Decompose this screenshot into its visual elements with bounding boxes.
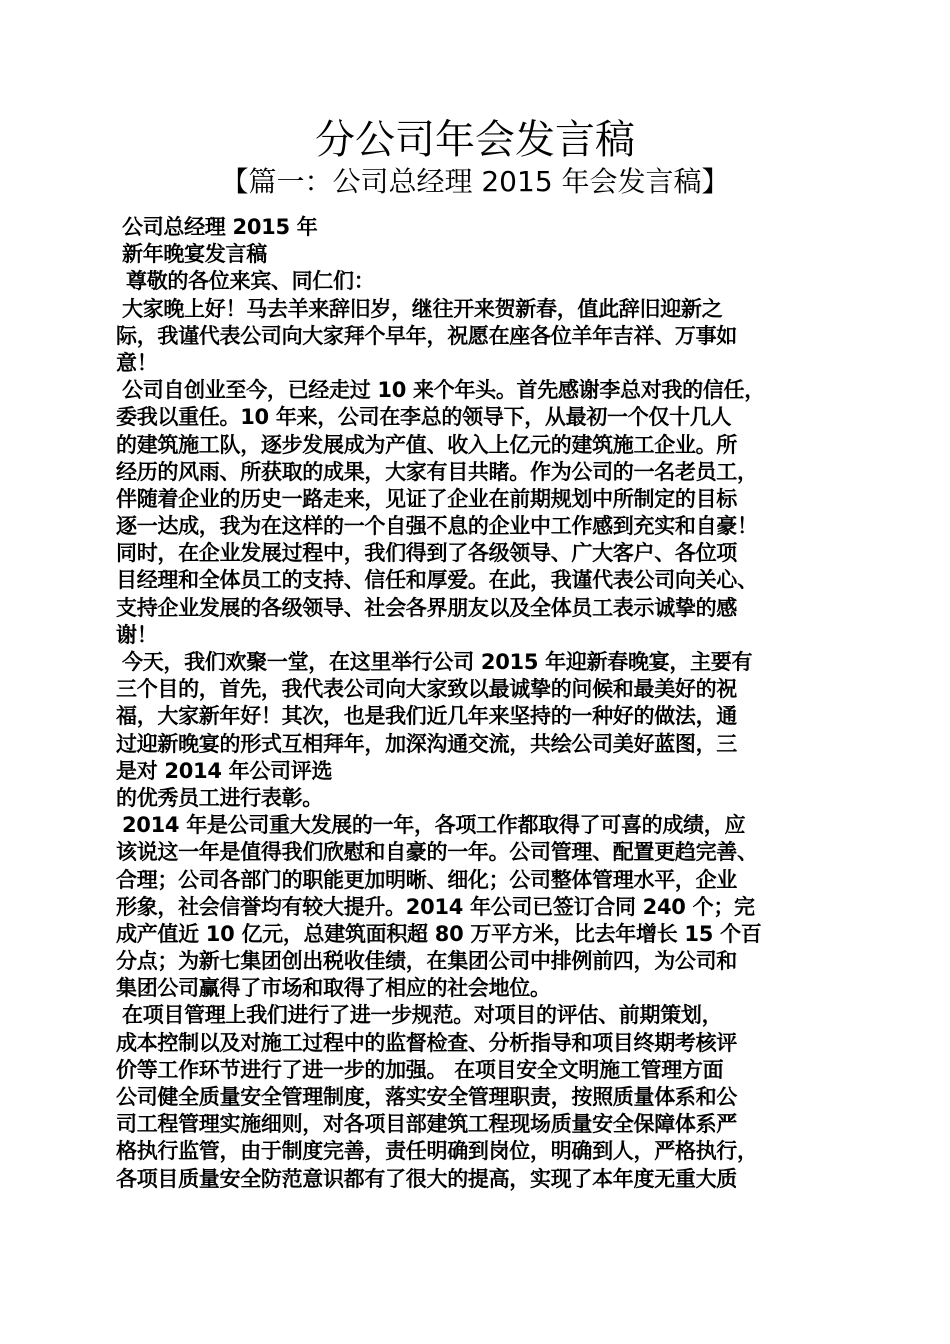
text-line: 在项目管理上我们进行了进一步规范。对项目的评估、前期策划， bbox=[122, 1003, 723, 1028]
text-line: 新年晚宴发言稿 bbox=[122, 242, 267, 267]
text-line: 价等工作环节进行了进一步的加强。 在项目安全文明施工管理方面 bbox=[116, 1057, 724, 1082]
text-line: 目经理和全体员工的支持、信任和厚爱。在此，我谨代表公司向关心、 bbox=[116, 568, 758, 593]
text-line: 的优秀员工进行表彰。 bbox=[116, 785, 323, 810]
text-line: 尊敬的各位来宾、同仁们： bbox=[126, 269, 375, 294]
document-subtitle: 【篇一：公司总经理 2015 年会发言稿】 bbox=[220, 165, 730, 198]
text-line: 2014 年是公司重大发展的一年，各项工作都取得了可喜的成绩，应 bbox=[122, 813, 746, 838]
text-line: 伴随着企业的历史一路走来，见证了企业在前期规划中所制定的目标 bbox=[116, 486, 737, 511]
text-line: 今天，我们欢聚一堂，在这里举行公司 2015 年迎新春晚宴，主要有 bbox=[122, 650, 753, 674]
text-line: 集团公司赢得了市场和取得了相应的社会地位。 bbox=[116, 976, 551, 1001]
text-line: 该说这一年是值得我们欣慰和自豪的一年。公司管理、配置更趋完善、 bbox=[116, 840, 758, 865]
text-line: 公司总经理 2015 年 bbox=[122, 215, 318, 239]
text-line: 的建筑施工队，逐步发展成为产值、收入上亿元的建筑施工企业。所 bbox=[116, 432, 737, 457]
text-line: 际，我谨代表公司向大家拜个早年，祝愿在座各位羊年吉祥、万事如 bbox=[116, 323, 737, 348]
text-line: 同时，在企业发展过程中，我们得到了各级领导、广大客户、各位项 bbox=[116, 541, 737, 566]
text-line: 是对 2014 年公司评选 bbox=[116, 758, 333, 783]
text-line: 公司自创业至今，已经走过 10 来个年头。首先感谢李总对我的信任， bbox=[122, 378, 765, 403]
text-line: 福，大家新年好！其次，也是我们近几年来坚持的一种好的做法，通 bbox=[116, 704, 737, 729]
text-line: 三个目的，首先，我代表公司向大家致以最诚挚的问候和最美好的祝 bbox=[116, 677, 737, 702]
text-line: 意！ bbox=[116, 350, 158, 375]
document-body bbox=[116, 214, 838, 1193]
text-line: 谢！ bbox=[116, 622, 158, 647]
text-line: 公司健全质量安全管理制度，落实安全管理职责，按照质量体系和公 bbox=[116, 1085, 737, 1109]
text-line: 司工程管理实施细则，对各项目部建筑工程现场质量安全保障体系严 bbox=[116, 1112, 737, 1137]
text-line: 形象，社会信誉均有较大提升。2014 年公司已签订合同 240 个；完 bbox=[116, 894, 755, 919]
text-line: 大家晚上好！马去羊来辞旧岁，继往开来贺新春，值此辞旧迎新之 bbox=[122, 296, 723, 321]
text-line: 经历的风雨、所获取的成果，大家有目共睹。作为公司的一名老员工， bbox=[116, 459, 758, 484]
document-title: 分公司年会发言稿 bbox=[315, 117, 635, 163]
text-line: 委我以重任。10 年来，公司在李总的领导下，从最初一个仅十几人 bbox=[116, 405, 732, 430]
text-line: 各项目质量安全防范意识都有了很大的提高，实现了本年度无重大质 bbox=[116, 1166, 737, 1191]
text-line: 合理；公司各部门的职能更加明晰、细化；公司整体管理水平，企业 bbox=[116, 867, 737, 892]
text-line: 逐一达成，我为在这样的一个自强不息的企业中工作感到充实和自豪！ bbox=[116, 514, 758, 539]
text-line: 成本控制以及对施工过程中的监督检查、分析指导和项目终期考核评 bbox=[116, 1030, 737, 1055]
text-line: 分点；为新七集团创出税收佳绩，在集团公司中排例前四，为公司和 bbox=[116, 949, 737, 974]
text-line: 成产值近 10 亿元，总建筑面积超 80 万平方米，比去年增长 15 个百 bbox=[116, 921, 762, 946]
text-line: 支持企业发展的各级领导、社会各界朋友以及全体员工表示诚挚的感 bbox=[116, 595, 737, 620]
text-line: 格执行监管，由于制度完善，责任明确到岗位，明确到人，严格执行， bbox=[116, 1139, 758, 1164]
text-line: 过迎新晚宴的形式互相拜年，加深沟通交流，共绘公司美好蓝图，三 bbox=[116, 731, 737, 756]
